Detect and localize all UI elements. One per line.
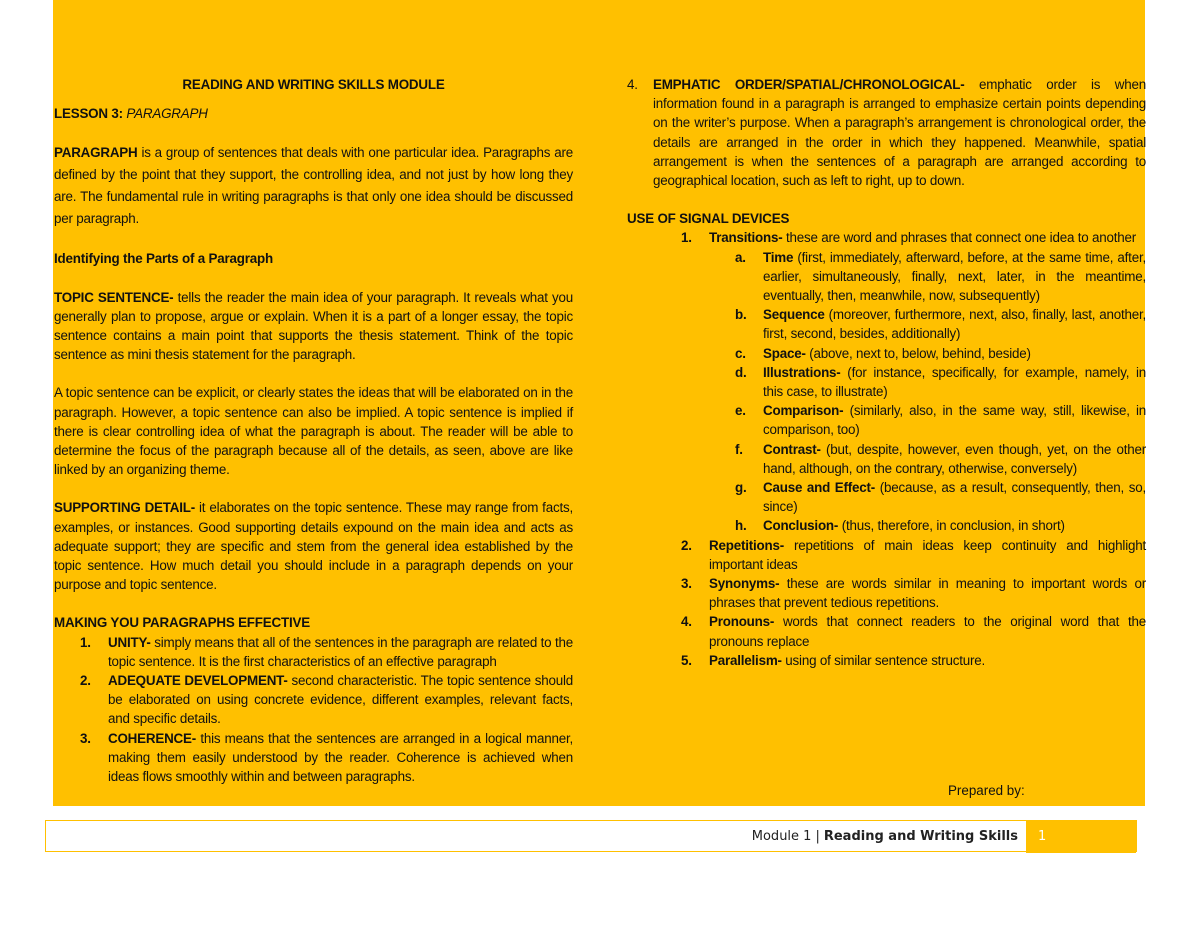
item-term: Synonyms- [709, 576, 780, 592]
footer-label [752, 829, 1018, 844]
subitem-text: (because, as a result, consequently, then, so, since) [763, 480, 1146, 515]
subitem-letter: e. [735, 403, 746, 419]
support-term: SUPPORTING DETAIL- [54, 500, 195, 516]
item-number: 4. [627, 77, 638, 92]
page-footer [45, 820, 1137, 852]
item-number: 1. [681, 230, 692, 246]
subitem-term: Sequence [763, 307, 825, 323]
subitem-text: (thus, therefore, in conclusion, in short) [838, 518, 1065, 534]
parts-heading-text: Identifying the Parts of a Paragraph [54, 251, 273, 267]
list-item [627, 228, 1146, 535]
subitem-letter: a. [735, 249, 746, 265]
topic-def-text: tells the reader the main idea of your paragraph. It reveals what you generally plan to propose, argue or explain. When it is a part of a longer essay, the topic sentence contains a main point that supports the thesis statement. Think of the topic sentence as mini thesis statement for the paragraph. [54, 289, 573, 363]
sublist-item [709, 248, 1146, 306]
item-text: these are words similar in meaning to important words or phrases that prevent tedious repetitions. [709, 576, 1146, 611]
effective-heading [54, 613, 573, 632]
paragraph-definition [54, 142, 573, 230]
signal-heading-text: USE OF SIGNAL DEVICES [627, 211, 790, 227]
item-term: Repetitions- [709, 537, 784, 553]
sublist-item [709, 344, 1146, 363]
item-term: EMPHATIC ORDER/SPATIAL/CHRONOLOGICAL- [653, 77, 965, 92]
item-text: repetitions of main ideas keep continuity and highlight important ideas [709, 537, 1146, 572]
subitem-term: Time [763, 249, 794, 265]
subitem-term: Illustrations- [763, 364, 841, 380]
item-term: Parallelism- [709, 652, 782, 668]
list-item [54, 729, 573, 787]
subitem-text: (similarly, also, in the same way, still, likewise, in comparison, too) [763, 403, 1146, 438]
item-term: ADEQUATE DEVELOPMENT- [108, 673, 288, 689]
paragraph-def-text: is a group of sentences that deals with one particular idea. Paragraphs are defined by the point that they support, the controlling idea, and not just by how long they are. The fundamental rule in writing paragraphs is that only one idea should be discussed per paragraph. [54, 145, 573, 227]
subitem-text: (moreover, furthermore, next, also, finally, last, another, first, second, besides, additionally) [763, 307, 1146, 342]
footer-module: Module 1 [751, 829, 812, 844]
item-term: COHERENCE- [108, 730, 197, 746]
subitem-term: Comparison- [763, 403, 844, 419]
sublist-item [709, 363, 1146, 401]
module-title: READING AND WRITING SKILLS MODULE [182, 77, 445, 92]
sublist-item [709, 401, 1146, 439]
subitem-letter: f. [735, 441, 743, 457]
item-number: 2. [80, 673, 91, 689]
item-text: second characteristic. The topic sentence should be elaborated on using concrete evidence, different examples, relevant facts, and specific details. [108, 673, 573, 727]
item-number: 2. [681, 537, 692, 553]
left-column [54, 75, 573, 786]
page-number: 1 [1026, 821, 1136, 853]
sublist-item [709, 516, 1146, 535]
item-text: simply means that all of the sentences in the paragraph are related to the topic sentence. It is the first characteristics of an effective paragraph [108, 634, 573, 669]
supporting-detail-definition [54, 498, 573, 594]
list-item [627, 75, 1146, 190]
effective-list-continued [627, 75, 1146, 190]
prepared-by: Prepared by: [948, 783, 1025, 798]
item-text: emphatic order is when information found in a paragraph is arranged to emphasize certain points depending on the writer’s purpose. When a paragraph’s arrangement is chronological order, the details are arranged in the order in which they happened. Meanwhile, spatial arrangement is when the sentences of a paragraph are arranged according to geographical location, such as left to right, up to down. [653, 77, 1146, 189]
subitem-text: (above, next to, below, behind, beside) [805, 345, 1031, 361]
lesson-label: LESSON 3: [54, 106, 123, 122]
lesson-heading [54, 104, 573, 123]
item-term: Transitions- [709, 230, 783, 246]
lesson-name: PARAGRAPH [126, 106, 208, 122]
subitem-text: (but, despite, however, even though, yet, on the other hand, although, on the contrary, otherwise, conversely) [763, 441, 1146, 476]
effective-heading-text: MAKING YOU PARAGRAPHS EFFECTIVE [54, 615, 310, 631]
subitem-term: Cause and Effect- [763, 480, 876, 496]
list-item [627, 536, 1146, 574]
parts-heading [54, 249, 573, 268]
subitem-letter: d. [735, 364, 747, 380]
sublist-item [709, 440, 1146, 478]
item-term: Pronouns- [709, 614, 775, 630]
subitem-letter: c. [735, 345, 746, 361]
item-text: using of similar sentence structure. [781, 652, 986, 668]
subitem-letter: h. [735, 518, 747, 534]
signal-list [627, 228, 1146, 670]
sublist-item [709, 478, 1146, 516]
subitem-text: (first, immediately, afterward, before, at the same time, after, earlier, simultaneously, finally, next, later, in the meantime, eventually, then, meanwhile, now, subsequently) [763, 249, 1146, 304]
subitem-term: Contrast- [763, 441, 821, 457]
list-item [54, 671, 573, 729]
subitem-text: (for instance, specifically, for example, namely, in this case, to illustrate) [763, 364, 1146, 400]
subitem-letter: b. [735, 307, 747, 323]
item-text: words that connect readers to the original word that the pronouns replace [709, 614, 1146, 649]
signal-heading [627, 209, 1146, 228]
item-number: 3. [80, 730, 91, 746]
transition-sublist [709, 248, 1146, 536]
item-term: UNITY- [108, 634, 151, 650]
item-number: 4. [681, 614, 692, 630]
list-item [627, 574, 1146, 612]
item-number: 5. [681, 652, 692, 668]
sublist-item [709, 305, 1146, 343]
item-text: these are word and phrases that connect one idea to another [782, 230, 1137, 246]
subitem-term: Conclusion- [763, 518, 839, 534]
support-def-text: it elaborates on the topic sentence. These may range from facts, examples, or instances. Good supporting details expound on the main idea and acts as adequate support; they are specific and stem from the general idea established by the topic sentence. How much detail you should include in a paragraph depends on your purpose and topic sentence. [54, 500, 573, 593]
list-item [627, 612, 1146, 650]
subitem-term: Space- [763, 345, 806, 361]
topic-explicit-paragraph: A topic sentence can be explicit, or clearly states the ideas that will be elaborated on in the paragraph. However, a topic sentence can also be implied. A topic sentence is implied if there is clear controlling idea of what the paragraph is about. The reader will be able to determine the focus of the paragraph because all of the details, as seen, above are like linked by an organizing theme. [54, 385, 573, 478]
paragraph-term: PARAGRAPH [54, 145, 138, 161]
footer-separator: | [815, 829, 820, 844]
item-number: 3. [681, 576, 692, 592]
list-item [627, 651, 1146, 670]
topic-sentence-definition [54, 288, 573, 365]
topic-term: TOPIC SENTENCE- [54, 289, 174, 305]
effective-list [54, 633, 573, 787]
right-column [627, 75, 1146, 670]
item-text: this means that the sentences are arranged in a logical manner, making them easily understood by the reader. Coherence is achieved when ideas flows smoothly within and between paragraphs. [108, 730, 573, 785]
item-number: 1. [80, 634, 91, 650]
footer-title: Reading and Writing Skills [823, 829, 1018, 844]
subitem-letter: g. [735, 480, 747, 496]
list-item [54, 633, 573, 671]
